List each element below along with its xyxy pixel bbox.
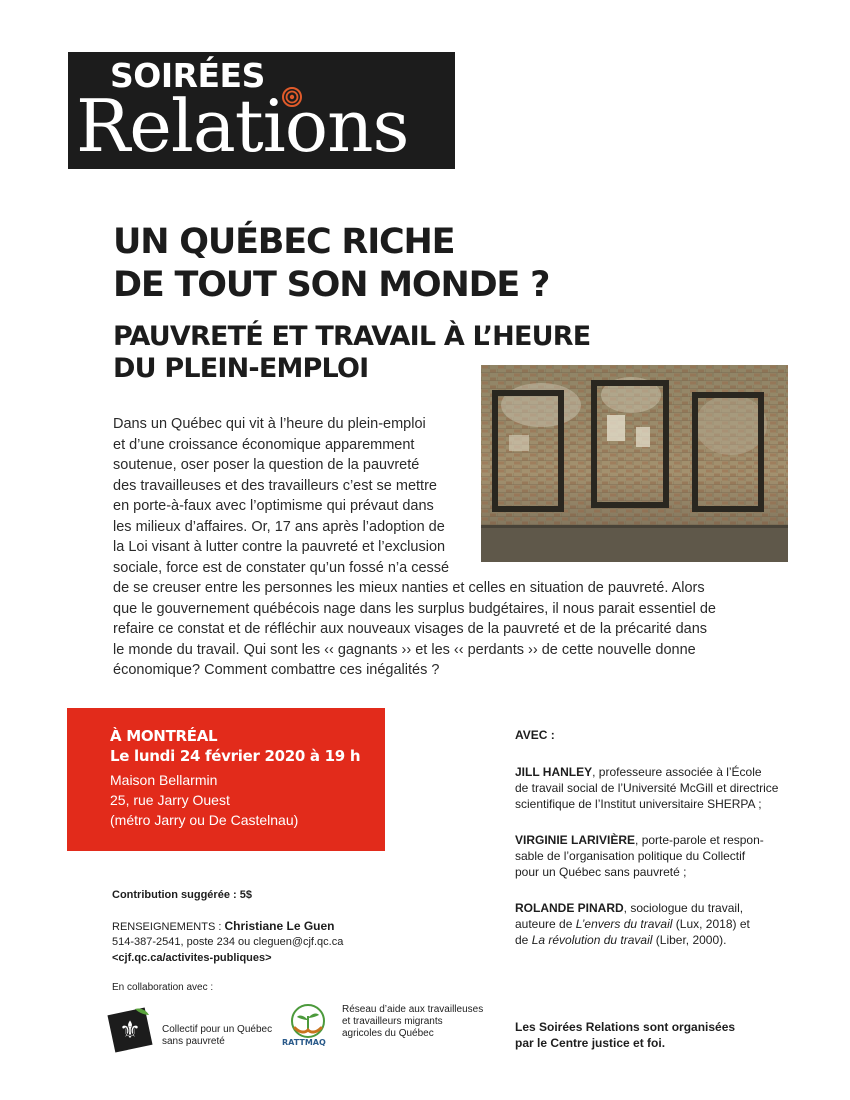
body-line: de se creuser entre les personnes les mieux nanties et celles en situation de pauvreté. Alors: [113, 580, 705, 596]
rattmaq-name-line-3: agricoles du Québec: [342, 1028, 434, 1039]
body-line: des travailleuses et des travailleurs c’est se mettre: [113, 477, 437, 494]
body-line: la Loi visant à lutter contre la pauvreté et l’exclusion: [113, 539, 446, 555]
masthead-soirees: SOIRÉES: [110, 56, 265, 95]
event-city: À MONTRÉAL: [110, 727, 218, 745]
body-line: sociale, force est de constater qu’un fossé n’a cessé: [113, 559, 450, 576]
masthead-logo: [68, 52, 455, 169]
contact-phone-email[interactable]: 514-387-2541, poste 234 ou cleguen@cjf.qc.ca: [112, 936, 344, 948]
speaker-3-line-2: [515, 916, 750, 932]
speaker-3-text: (Liber, 2000).: [652, 933, 727, 947]
event-venue: Maison Bellarmin: [110, 772, 218, 788]
body-line: soutenue, oser poser la question de la pauvreté: [113, 457, 420, 473]
speaker-3-name: ROLANDE PINARD: [515, 901, 624, 915]
speaker-2-line-2: sable de l’organisation politique du Collectif: [515, 849, 746, 863]
body-line: le monde du travail. Qui sont les ‹‹ gagnants ›› et les ‹‹ perdants ›› de cette nouvelle donne: [113, 641, 696, 658]
body-line: que le gouvernement québécois nage dans les surplus budgétaires, il nous parait essentiel de: [113, 600, 716, 617]
speaker-1-line-1: [515, 764, 762, 780]
renseignements-line: [112, 918, 335, 935]
main-title-line-2: DE TOUT SON MONDE ?: [113, 265, 550, 305]
speaker-1-name: JILL HANLEY: [515, 765, 593, 779]
website-link[interactable]: <cjf.qc.ca/activites-publiques>: [112, 952, 272, 964]
speaker-1-line-3: scientifique de l’Institut universitaire SHERPA ;: [515, 797, 762, 811]
organizer-line-2: par le Centre justice et foi.: [515, 1036, 666, 1050]
masthead-relations: Relations: [76, 84, 409, 168]
rattmaq-name-line-2: et travailleurs migrants: [342, 1016, 443, 1027]
renseignements-label: RENSEIGNEMENTS :: [112, 921, 225, 933]
speaker-3-text: de: [515, 933, 532, 947]
speaker-2-line-3: pour un Québec sans pauvreté ;: [515, 865, 687, 879]
body-line: en porte-à-faux avec l’optimisme qui prévaut dans: [113, 498, 434, 514]
contribution-text: Contribution suggérée : 5$: [112, 889, 252, 901]
speaker-1-line-2: de travail social de l’Université McGill et directrice: [515, 781, 779, 795]
organizer-line-1: Les Soirées Relations sont organisées: [515, 1020, 736, 1034]
event-metro: (métro Jarry ou De Castelnau): [110, 812, 299, 828]
collectif-name-line-2: sans pauvreté: [162, 1036, 225, 1047]
event-date: Le lundi 24 février 2020 à 19 h: [110, 747, 361, 765]
body-line: Dans un Québec qui vit à l’heure du plein-emploi: [113, 416, 426, 432]
book-title: La révolution du travail: [531, 933, 653, 947]
speaker-2-line-1: [515, 832, 764, 848]
svg-text:⚜: ⚜: [119, 1016, 141, 1044]
subtitle-line-1: PAUVRETÉ ET TRAVAIL À L’HEURE: [113, 321, 591, 352]
body-line: les milieux d’affaires. Or, 17 ans après l’adoption de: [113, 518, 445, 535]
speaker-3-role: , sociologue du travail,: [623, 901, 744, 915]
collaboration-label: En collaboration avec :: [112, 982, 214, 993]
collectif-name-line-1: Collectif pour un Québec: [162, 1024, 273, 1035]
body-line: économique? Comment combattre ces inégalités ?: [113, 662, 440, 678]
speaker-3-line-1: [515, 900, 743, 916]
contact-name: Christiane Le Guen: [224, 919, 335, 933]
body-line: et d’une croissance économique apparemment: [113, 436, 415, 453]
body-line: refaire ce constat et de réfléchir aux nouveaux visages de la pauvreté et de la précarité dans: [113, 621, 708, 637]
rattmaq-name-line-1: Réseau d’aide aux travailleuses: [342, 1004, 484, 1015]
event-address: 25, rue Jarry Ouest: [110, 792, 230, 808]
subtitle-line-2: DU PLEIN-EMPLOI: [113, 353, 369, 384]
brick-wall-photo: [481, 365, 788, 562]
main-title-line-1: UN QUÉBEC RICHE: [113, 222, 455, 262]
speaker-2-role: , porte-parole et respon-: [635, 833, 764, 847]
speaker-3-text: (Lux, 2018) et: [672, 917, 750, 931]
speakers-heading: AVEC :: [515, 728, 555, 742]
speaker-1-role: , professeure associée à l’École: [592, 765, 762, 779]
speaker-2-name: VIRGINIE LARIVIÈRE: [515, 833, 636, 847]
book-title: L’envers du travail: [575, 917, 673, 931]
speaker-3-text: auteure de: [515, 917, 576, 931]
rattmaq-acronym: RATTMAQ: [282, 1038, 326, 1047]
speaker-3-line-3: [515, 932, 726, 948]
fleur-de-lis-icon: [105, 1005, 155, 1055]
event-details-box: [67, 708, 385, 851]
